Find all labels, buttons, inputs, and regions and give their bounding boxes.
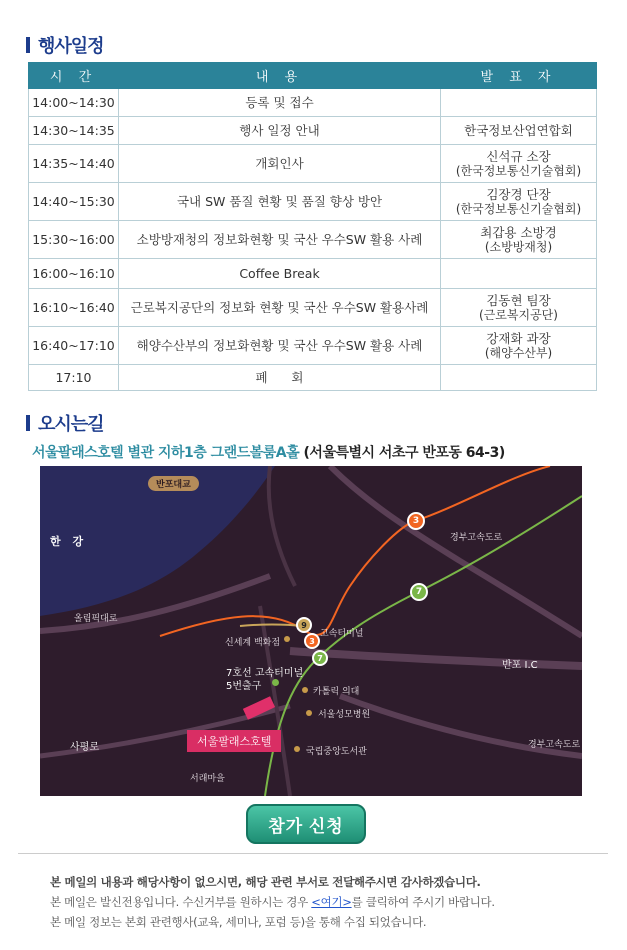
line3-station-badge: 3 — [407, 512, 425, 530]
st-mary-label: 서울성모병원 — [318, 710, 371, 720]
gyeongbu-label-top: 경부고속도로 — [450, 533, 503, 543]
row-speaker — [441, 145, 597, 183]
shinsegae-dot-icon — [284, 636, 290, 642]
speaker-org: (해양수산부) — [484, 345, 553, 360]
speaker-org: (소방방재청) — [484, 239, 553, 254]
row-content: 해양수산부의 정보화현황 및 국산 우수SW 활용 사례 — [119, 327, 441, 365]
row-time: 14:30~14:35 — [29, 117, 119, 145]
row-speaker: 한국정보산업연합회 — [441, 117, 597, 145]
speaker-name: 강재화 과장 — [486, 330, 551, 346]
subway-line-9 — [240, 625, 302, 627]
footer-line-2-suffix: 를 클릭하여 주시기 바랍니다. — [351, 895, 495, 909]
row-time: 16:10~16:40 — [29, 289, 119, 327]
title-bar-icon — [26, 37, 30, 53]
table-row — [29, 183, 597, 221]
seorae-village-label: 서래마을 — [190, 774, 225, 784]
exit5-dot-icon — [272, 679, 279, 686]
library-label: 국립중앙도서관 — [306, 747, 367, 757]
row-content: 등록 및 접수 — [119, 89, 441, 117]
table-row — [29, 117, 597, 145]
location-line — [32, 442, 505, 462]
header-content: 내 용 — [119, 63, 441, 89]
row-speaker — [441, 259, 597, 289]
road-banpo-ic — [290, 651, 582, 666]
speaker-name: 최갑용 소방경 — [480, 224, 557, 240]
row-time: 17:10 — [29, 365, 119, 391]
row-time: 14:00~14:30 — [29, 89, 119, 117]
row-time: 14:35~14:40 — [29, 145, 119, 183]
line3-terminal-badge: 3 — [304, 633, 320, 649]
row-content: 개회인사 — [119, 145, 441, 183]
row-speaker — [441, 183, 597, 221]
olympic-road-label: 올림픽대로 — [74, 614, 118, 624]
speaker-org: (한국정보통신기술협회) — [455, 201, 582, 216]
row-speaker — [441, 365, 597, 391]
row-content: 폐 회 — [119, 365, 441, 391]
shinsegae-label: 신세계 백화점 — [225, 638, 281, 648]
banpo-bridge-label: 반포대교 — [148, 476, 199, 491]
schedule-table — [28, 62, 597, 391]
speaker-name: 신석규 소장 — [486, 148, 551, 164]
table-row — [29, 259, 597, 289]
title-bar-icon — [26, 415, 30, 431]
row-content: 근로복지공단의 정보화 현황 및 국산 우수SW 활용사례 — [119, 289, 441, 327]
banpo-ic-label: 반포 I.C — [502, 660, 538, 671]
speaker-name: 김장경 단장 — [486, 186, 551, 202]
speaker-org: (한국정보통신기술협회) — [455, 163, 582, 178]
table-row — [29, 327, 597, 365]
row-time: 16:40~17:10 — [29, 327, 119, 365]
row-speaker — [441, 89, 597, 117]
directions-title: 오시는길 — [26, 410, 104, 436]
table-row — [29, 221, 597, 259]
catholic-dot-icon — [302, 687, 308, 693]
catholic-univ-label: 카톨릭 의대 — [313, 687, 360, 697]
han-river-label: 한 강 — [50, 535, 88, 548]
gyeongbu-label-bottom: 경부고속도로 — [528, 740, 581, 750]
footer-line-1: 본 메일의 내용과 해당사항이 없으시면, 해당 관련 부서로 전달해주시면 감사하겠습니다. — [50, 875, 481, 889]
footer-line-3: 본 메일 정보는 본회 관련행사(교육, 세미나, 포럼 등)을 통해 수집 되었습니다. — [50, 915, 427, 929]
table-row — [29, 145, 597, 183]
footer-notice — [50, 872, 495, 932]
row-speaker — [441, 327, 597, 365]
line7-terminal-label: 7호선 고속터미널 — [226, 668, 304, 679]
header-time: 시 간 — [29, 63, 119, 89]
row-speaker — [441, 289, 597, 327]
location-map — [40, 466, 582, 796]
unsubscribe-link[interactable]: <여기> — [311, 895, 352, 909]
venue-address: (서울특별시 서초구 반포동 64-3) — [303, 445, 505, 461]
speaker-org: (근로복지공단) — [479, 307, 558, 322]
sapyeong-ro-label: 사평로 — [70, 742, 99, 753]
table-row — [29, 289, 597, 327]
row-content: 소방방재청의 정보화현황 및 국산 우수SW 활용 사례 — [119, 221, 441, 259]
exit5-label: 5번출구 — [226, 681, 262, 692]
row-content: Coffee Break — [119, 259, 441, 289]
hotel-label: 서울팔래스호텔 — [187, 730, 281, 752]
schedule-title: 행사일정 — [26, 32, 104, 58]
table-row — [29, 365, 597, 391]
row-time: 16:00~16:10 — [29, 259, 119, 289]
venue-name: 서울팔래스호텔 별관 지하1층 그랜드볼룸A홀 — [32, 445, 300, 461]
footer-line-2-text: 본 메일은 발신전용입니다. 수신거부를 원하시는 경우 — [50, 895, 312, 909]
table-header-row — [29, 63, 597, 89]
hospital-dot-icon — [306, 710, 312, 716]
row-time: 15:30~16:00 — [29, 221, 119, 259]
header-speaker: 발 표 자 — [441, 63, 597, 89]
row-content: 행사 일정 안내 — [119, 117, 441, 145]
row-content: 국내 SW 품질 현황 및 품질 향상 방안 — [119, 183, 441, 221]
footer-line-2 — [50, 892, 495, 912]
speaker-name: 김동현 팀장 — [486, 292, 551, 308]
road-gyeongbu — [330, 466, 582, 636]
row-time: 14:40~15:30 — [29, 183, 119, 221]
line9-station-badge: 9 — [296, 617, 312, 633]
apply-button[interactable]: 참가 신청 — [246, 804, 366, 844]
road-river-edge — [269, 466, 295, 586]
library-dot-icon — [294, 746, 300, 752]
row-speaker — [441, 221, 597, 259]
express-terminal-label: 고속터미널 — [320, 629, 364, 639]
table-row — [29, 89, 597, 117]
footer-divider — [18, 853, 608, 854]
line7-terminal-badge: 7 — [312, 650, 328, 666]
line7-station-badge: 7 — [410, 583, 428, 601]
